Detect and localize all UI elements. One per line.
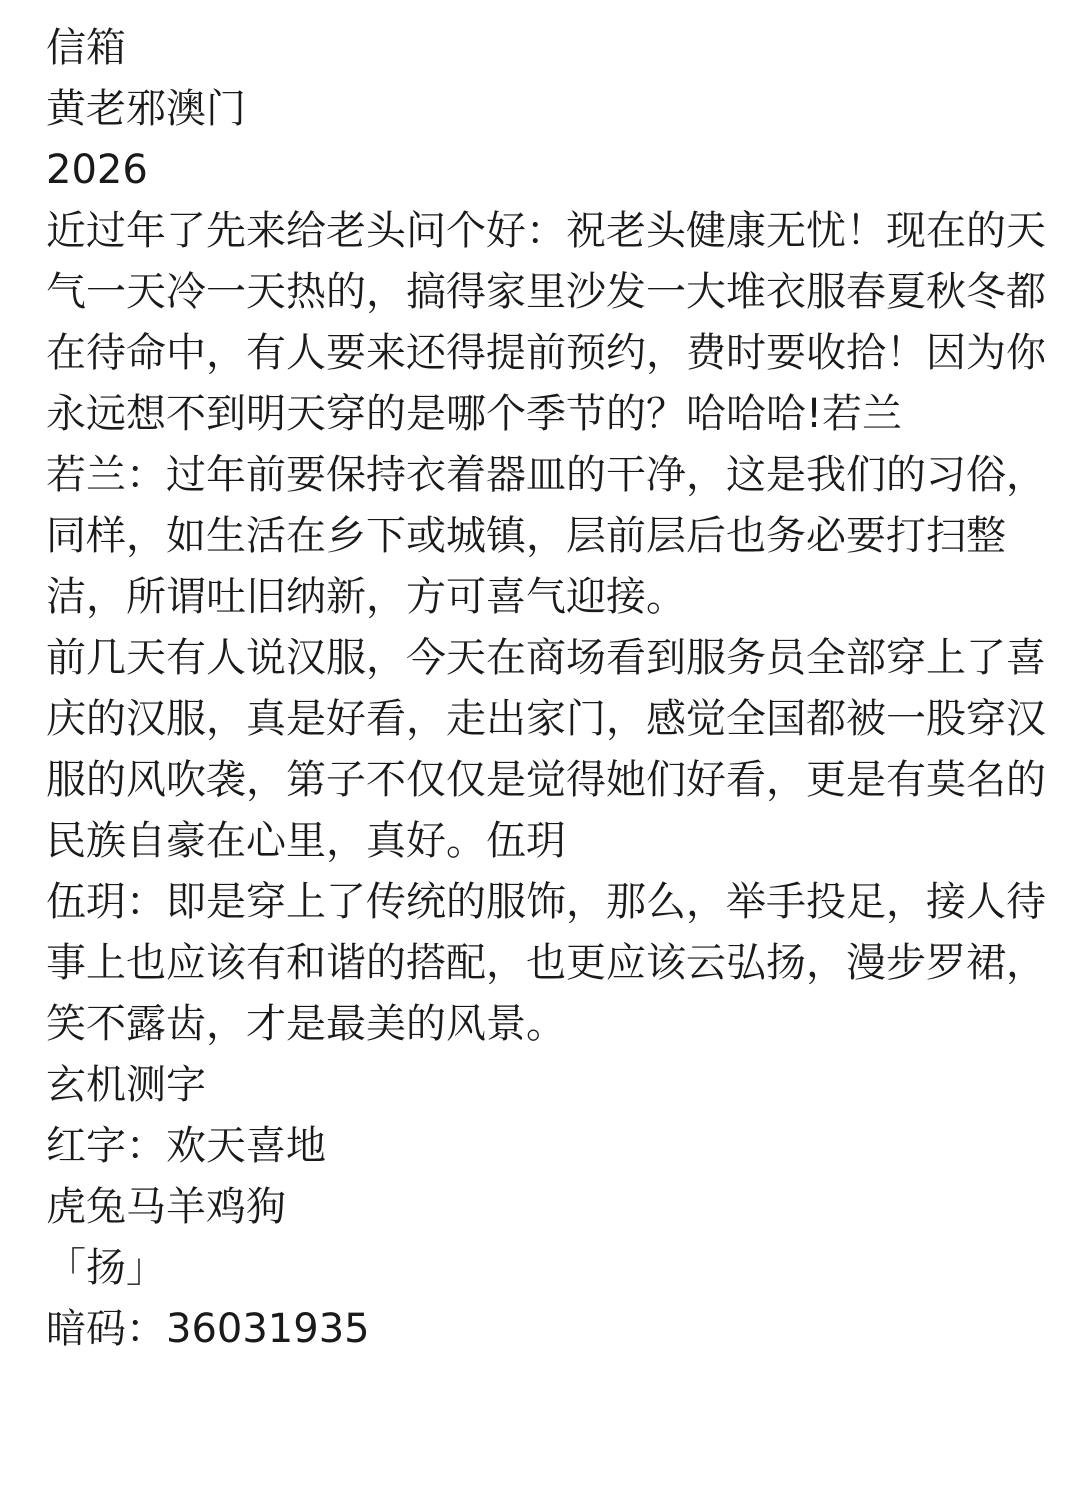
note-title: 信箱 (46, 25, 126, 71)
character-line: 「扬」 (46, 1245, 166, 1291)
letter-paragraph-3: 前几天有人说汉服，今天在商场看到服务员全部穿上了喜庆的汉服，真是好看，走出家门，感觉全国都被一股穿汉服的风吹袭，第子不仅仅是觉得她们好看，更是有莫名的民族自豪在心里，真好。伍玥 (46, 635, 1046, 864)
red-word-line: 红字：欢天喜地 (46, 1123, 326, 1169)
code-line: 暗码：36031935 (46, 1306, 370, 1352)
zodiac-line: 虎兔马羊鸡狗 (46, 1184, 286, 1230)
note-document (46, 18, 1046, 1360)
section-title: 玄机测字 (46, 1062, 206, 1108)
letter-paragraph-1: 近过年了先来给老头问个好：祝老头健康无忧！现在的天气一天冷一天热的，搞得家里沙发一大堆衣服春夏秋冬都在待命中，有人要来还得提前预约，费时要收拾！因为你永远想不到明天穿的是哪个季节的？哈哈哈!若兰 (46, 208, 1046, 437)
note-subtitle: 黄老邪澳门 (46, 86, 246, 132)
letter-paragraph-4: 伍玥：即是穿上了传统的服饰，那么，举手投足，接人待事上也应该有和谐的搭配，也更应该云弘扬，漫步罗裙，笑不露齿，才是最美的风景。 (46, 879, 1046, 1047)
letter-paragraph-2: 若兰：过年前要保持衣着器皿的干净，这是我们的习俗，同样，如生活在乡下或城镇，层前层后也务必要打扫整洁，所谓吐旧纳新，方可喜气迎接。 (46, 452, 1046, 620)
note-year: 2026 (46, 147, 148, 193)
